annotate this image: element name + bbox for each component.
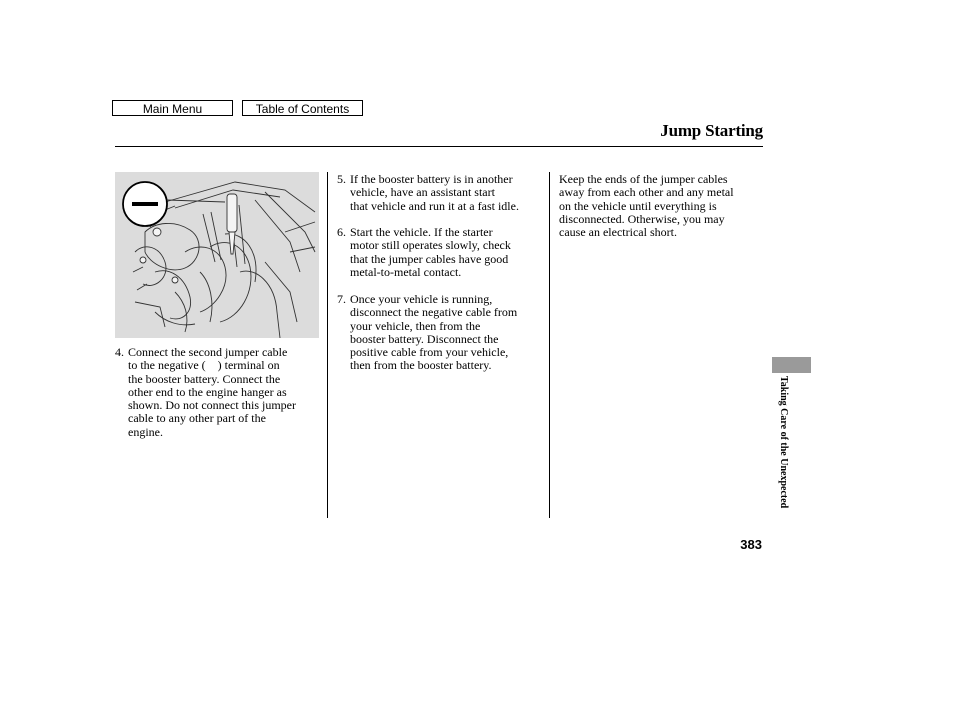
step-line: engine. (128, 424, 163, 439)
step-line: your vehicle, then from the (350, 318, 481, 333)
column-divider (327, 172, 328, 518)
step-line: If the booster battery is in another (350, 172, 513, 186)
step-number: 5. (337, 172, 346, 186)
step-number: 4. (115, 345, 124, 359)
step-line: booster battery. Disconnect the (350, 331, 499, 346)
step-line: positive cable from your vehicle, (350, 345, 509, 360)
step-number: 7. (337, 292, 346, 306)
note-line: away from each other and any metal (559, 185, 734, 200)
step-line: cable to any other part of the (128, 411, 266, 426)
step-line: Connect the second jumper cable (128, 345, 288, 359)
engine-drawing (115, 172, 319, 338)
header-rule (115, 146, 763, 147)
table-of-contents-button[interactable]: Table of Contents (242, 100, 363, 116)
list-item (337, 226, 547, 279)
step-line: Once your vehicle is running, (350, 292, 493, 306)
note-line: cause an electrical short. (559, 225, 677, 240)
note-line: Keep the ends of the jumper cables (559, 172, 728, 186)
page-title: Jump Starting (660, 121, 763, 140)
step-line: then from the booster battery. (350, 358, 492, 373)
step-line: that vehicle and run it at a fast idle. (350, 198, 519, 213)
note-line: disconnected. Otherwise, you may (559, 211, 725, 226)
list-item (115, 346, 323, 439)
section-tab-marker (772, 357, 811, 373)
main-menu-button[interactable]: Main Menu (112, 100, 233, 116)
page-number: 383 (740, 537, 762, 552)
list-item (337, 173, 547, 213)
engine-illustration (115, 172, 319, 338)
step-line: motor still operates slowly, check (350, 238, 511, 253)
caution-note (559, 173, 765, 239)
column-divider (549, 172, 550, 518)
section-tab-label: Taking Care of the Unexpected (778, 376, 789, 509)
step-line: other end to the engine hanger as (128, 384, 287, 399)
note-line: on the vehicle until everything is (559, 198, 717, 213)
step-line: the booster battery. Connect the (128, 371, 281, 386)
step-number: 6. (337, 225, 346, 239)
step-line: vehicle, have an assistant start (350, 185, 495, 200)
list-item (337, 293, 547, 373)
step-line: Start the vehicle. If the starter (350, 225, 493, 239)
step-line: metal-to-metal contact. (350, 264, 462, 279)
step-line: that the jumper cables have good (350, 251, 509, 266)
step-line: disconnect the negative cable from (350, 305, 518, 320)
step-line: shown. Do not connect this jumper (128, 398, 296, 413)
step-line: to the negative ( ) terminal on (128, 358, 280, 373)
